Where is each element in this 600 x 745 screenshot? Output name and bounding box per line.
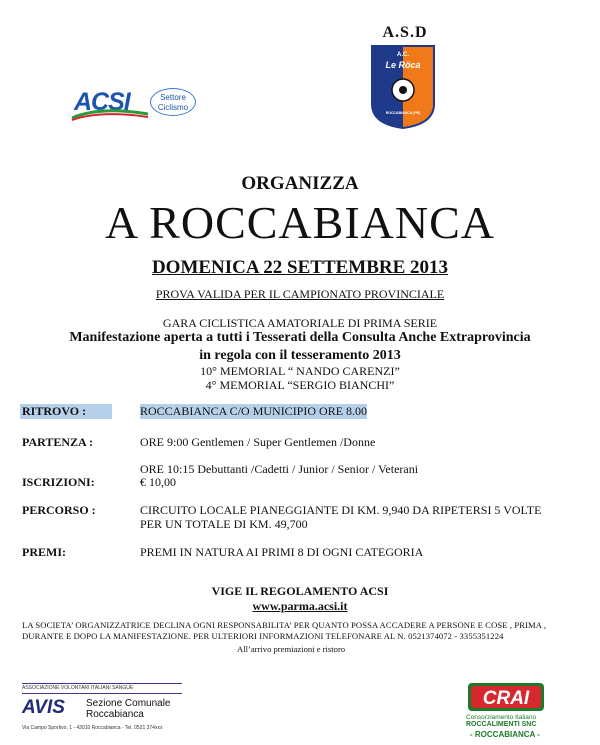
avis-logo-text: AVIS xyxy=(22,697,65,718)
avis-sezione-label: Sezione Comunale xyxy=(86,698,171,709)
percorso-label: PERCORSO : xyxy=(22,503,96,517)
event-date: DOMENICA 22 SETTEMBRE 2013 xyxy=(151,257,449,278)
asd-shield-name: Le Röca xyxy=(385,60,421,70)
place-heading: A ROCCABIANCA xyxy=(104,197,495,248)
manifestazione-text: Manifestazione aperta a tutti i Tesserati della Consulta Anche Extraprovincia xyxy=(69,330,531,345)
percorso-value-1: CIRCUITO LOCALE PIANEGGIANTE DI KM. 9,940 DA RIPETERSI 5 VOLTE xyxy=(140,503,542,517)
asd-shield-top: A.C. xyxy=(397,52,409,58)
crai-logo xyxy=(468,683,544,711)
regola-text: in regola con il tesseramento 2013 xyxy=(199,348,401,363)
crai-logo-text: CRAI xyxy=(482,688,530,709)
ritrovo-value: ROCCABIANCA C/O MUNICIPIO ORE 8.00 xyxy=(140,404,368,418)
crai-town: - ROCCABIANCA - xyxy=(470,730,540,739)
website-link[interactable]: www.parma.acsi.it xyxy=(252,599,348,613)
gara-type: GARA CICLISTICA AMATORIALE DI PRIMA SERIE xyxy=(162,316,438,330)
avis-town: Roccabianca xyxy=(86,709,144,720)
crai-subtitle: Consorziamento Italiano xyxy=(466,714,537,721)
avis-band: ASSOCIAZIONE VOLONTARI ITALIANI SANGUE xyxy=(22,683,182,694)
crai-company: ROCCALIMENTI SNC xyxy=(466,721,537,728)
asd-title: A.S.D xyxy=(382,24,428,41)
ritrovo-label: RITROVO : xyxy=(20,404,112,419)
percorso-value-2: PER UN TOTALE DI KM. 49,700 xyxy=(140,517,308,531)
iscrizioni-label: ISCRIZIONI: xyxy=(22,475,95,489)
premi-value: PREMI IN NATURA AI PRIMI 8 DI OGNI CATEGORIA xyxy=(140,545,424,559)
asd-shield-bottom: ROCCABIANCA (PR) xyxy=(385,111,421,115)
disclaimer-line-2: DURANTE E DOPO LA MANIFESTAZIONE. PER ULTERIORI INFORMAZIONI TELEFONARE AL N. 0521374072 - 3355351224 xyxy=(22,631,504,641)
disclaimer-line-1: LA SOCIETA’ ORGANIZZATRICE DECLINA OGNI RESPONSABILITA’ PER QUANTO POSSA ACCADERE A PERSONE E COSE , PRIMA , xyxy=(22,620,547,630)
avis-address: Via Campo Sportivo, 1 - 43010 Roccabianca - Tel. 0521 374xxx xyxy=(22,725,163,731)
asd-shield-logo xyxy=(370,44,436,130)
regolamento-text: VIGE IL REGOLAMENTO ACSI xyxy=(211,584,389,598)
acsi-swoosh-icon xyxy=(70,108,150,122)
memorial-2: 4° MEMORIAL “SERGIO BIANCHI” xyxy=(205,378,395,392)
avis-sezione xyxy=(86,698,171,720)
partenza-label: PARTENZA : xyxy=(22,435,94,449)
partenza-value-1: ORE 9:00 Gentlemen / Super Gentlemen /Donne xyxy=(140,435,376,449)
premi-label: PREMI: xyxy=(22,545,66,559)
acsi-logo xyxy=(70,86,200,122)
partenza-value-2: ORE 10:15 Debuttanti /Cadetti / Junior / Senior / Veterani xyxy=(140,462,419,476)
acsi-logo-text: ACSI xyxy=(74,88,130,116)
arrivo-text: All’arrivo premiazioni e ristoro xyxy=(237,644,346,654)
iscrizioni-value: € 10,00 xyxy=(140,475,176,489)
organizza-heading: ORGANIZZA xyxy=(241,173,359,194)
prova-valida: PROVA VALIDA PER IL CAMPIONATO PROVINCIALE xyxy=(155,287,445,301)
memorial-1: 10° MEMORIAL “ NANDO CARENZI” xyxy=(200,364,400,378)
acsi-settore-badge: Settore Ciclismo xyxy=(150,88,196,116)
